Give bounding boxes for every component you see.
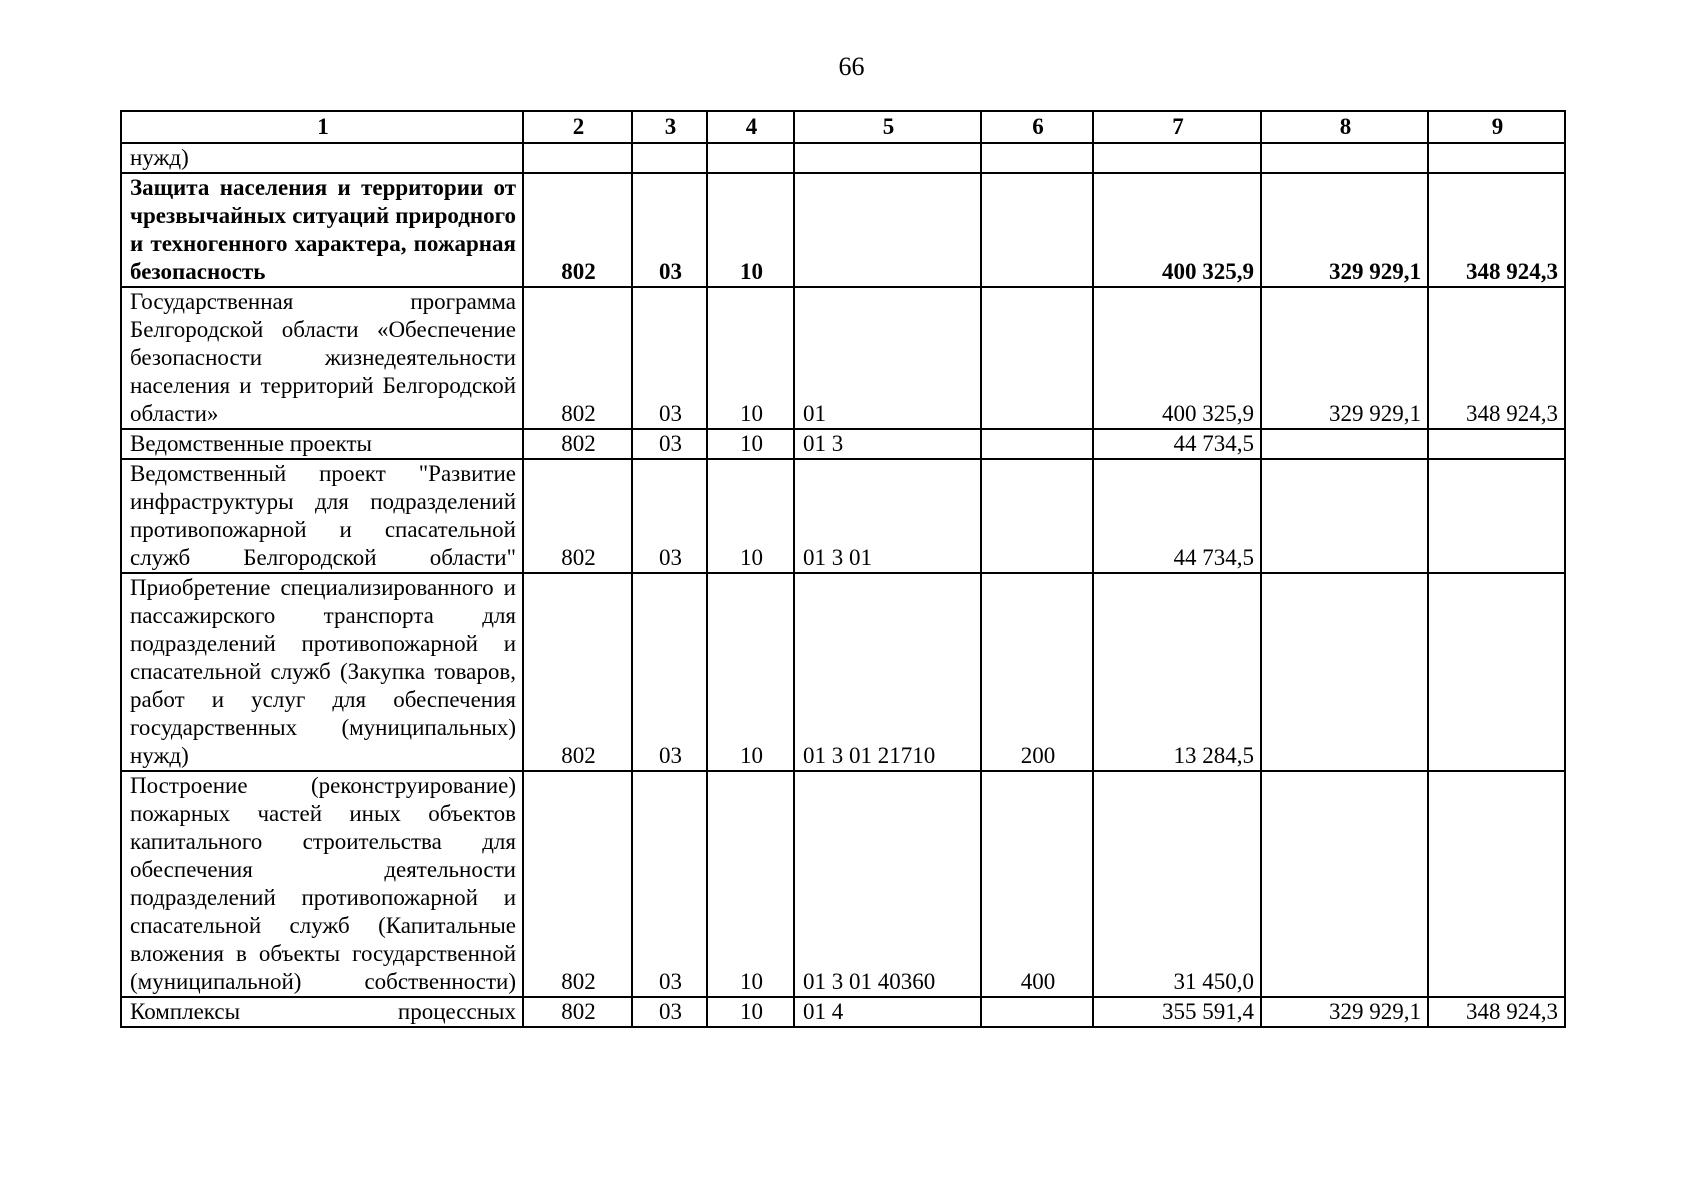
row-code-5-cell: 01	[794, 287, 981, 429]
row-code-3-cell: 03	[632, 173, 707, 287]
row-code-3-cell: 03	[632, 573, 707, 771]
row-code-6-cell	[981, 429, 1093, 459]
row-amount-9-cell	[1428, 429, 1565, 459]
row-code-5-cell	[794, 173, 981, 287]
budget-table	[120, 110, 1566, 1028]
row-amount-8-cell: 329 929,1	[1261, 997, 1428, 1027]
row-code-3-cell: 03	[632, 997, 707, 1027]
row-amount-9-cell: 348 924,3	[1428, 173, 1565, 287]
row-name-cell: Комплексы процессных	[121, 997, 523, 1027]
row-amount-7-cell: 31 450,0	[1093, 771, 1261, 997]
table-row	[121, 143, 1565, 173]
row-amount-7-cell: 44 734,5	[1093, 429, 1261, 459]
row-code-4-cell: 10	[707, 997, 794, 1027]
row-amount-7-cell: 355 591,4	[1093, 997, 1261, 1027]
table-row	[121, 287, 1565, 429]
row-code-5-cell: 01 4	[794, 997, 981, 1027]
header-row	[121, 111, 1565, 143]
row-code-4-cell: 10	[707, 173, 794, 287]
row-code-3-cell: 03	[632, 287, 707, 429]
row-amount-7-cell: 44 734,5	[1093, 459, 1261, 573]
table-body	[121, 143, 1565, 1027]
row-code-6-cell	[981, 459, 1093, 573]
row-amount-8-cell	[1261, 573, 1428, 771]
row-amount-9-cell	[1428, 573, 1565, 771]
row-code-2-cell: 802	[523, 429, 632, 459]
row-code-2-cell: 802	[523, 459, 632, 573]
row-code-4-cell: 10	[707, 459, 794, 573]
row-code-2-cell: 802	[523, 287, 632, 429]
row-code-3-cell: 03	[632, 429, 707, 459]
row-amount-9-cell	[1428, 143, 1565, 173]
row-code-5-cell	[794, 143, 981, 173]
row-name-cell: Ведомственные проекты	[121, 429, 523, 459]
row-code-2-cell: 802	[523, 771, 632, 997]
row-code-5-cell: 01 3 01	[794, 459, 981, 573]
row-name-cell: Приобретение специализированного и пассажирского транспорта для подразделений противопожарной и спасательной служб (Закупка товаров, работ и услуг для обеспечения государственных (муниципальных) нужд)	[121, 573, 523, 771]
row-amount-7-cell: 13 284,5	[1093, 573, 1261, 771]
table-row	[121, 771, 1565, 997]
row-code-6-cell	[981, 997, 1093, 1027]
row-amount-7-cell	[1093, 143, 1261, 173]
header-cell: 3	[632, 111, 707, 143]
header-cell: 6	[981, 111, 1093, 143]
header-cell: 9	[1428, 111, 1565, 143]
row-code-2-cell: 802	[523, 573, 632, 771]
row-code-6-cell: 200	[981, 573, 1093, 771]
row-code-5-cell: 01 3 01 21710	[794, 573, 981, 771]
table-row	[121, 173, 1565, 287]
row-code-6-cell	[981, 173, 1093, 287]
page-number: 66	[838, 52, 865, 81]
row-code-3-cell	[632, 143, 707, 173]
row-code-5-cell: 01 3 01 40360	[794, 771, 981, 997]
header-cell: 4	[707, 111, 794, 143]
row-code-4-cell: 10	[707, 771, 794, 997]
header-cell: 8	[1261, 111, 1428, 143]
header-cell: 5	[794, 111, 981, 143]
header-cell: 7	[1093, 111, 1261, 143]
table-row	[121, 429, 1565, 459]
row-code-4-cell	[707, 143, 794, 173]
row-name-cell: нужд)	[121, 143, 523, 173]
row-code-6-cell	[981, 287, 1093, 429]
row-name-cell: Государственная программа Белгородской области «Обеспечение безопасности жизнедеятельности населения и территорий Белгородской области»	[121, 287, 523, 429]
row-code-5-cell: 01 3	[794, 429, 981, 459]
row-amount-9-cell: 348 924,3	[1428, 287, 1565, 429]
row-amount-9-cell: 348 924,3	[1428, 997, 1565, 1027]
row-amount-8-cell	[1261, 459, 1428, 573]
row-code-6-cell: 400	[981, 771, 1093, 997]
row-name-cell: Ведомственный проект "Развитие инфраструктуры для подразделений противопожарной и спасательной служб Белгородской области"	[121, 459, 523, 573]
row-code-2-cell	[523, 143, 632, 173]
row-name-cell: Построение (реконструирование) пожарных частей иных объектов капитального строительства для обеспечения деятельности подразделений противопожарной и спасательной служб (Капитальные вложения в объекты государственной (муниципальной) собственности)	[121, 771, 523, 997]
row-code-4-cell: 10	[707, 429, 794, 459]
row-code-2-cell: 802	[523, 997, 632, 1027]
row-amount-7-cell: 400 325,9	[1093, 173, 1261, 287]
row-amount-9-cell	[1428, 459, 1565, 573]
row-code-3-cell: 03	[632, 771, 707, 997]
row-name-cell: Защита населения и территории от чрезвычайных ситуаций природного и техногенного характера, пожарная безопасность	[121, 173, 523, 287]
row-code-6-cell	[981, 143, 1093, 173]
header-cell: 2	[523, 111, 632, 143]
header-cell: 1	[121, 111, 523, 143]
row-amount-8-cell	[1261, 429, 1428, 459]
row-amount-8-cell	[1261, 143, 1428, 173]
row-code-4-cell: 10	[707, 287, 794, 429]
table-row	[121, 573, 1565, 771]
row-code-3-cell: 03	[632, 459, 707, 573]
table-row	[121, 459, 1565, 573]
table-row	[121, 997, 1565, 1027]
row-amount-8-cell: 329 929,1	[1261, 287, 1428, 429]
row-code-2-cell: 802	[523, 173, 632, 287]
row-amount-7-cell: 400 325,9	[1093, 287, 1261, 429]
row-code-4-cell: 10	[707, 573, 794, 771]
row-amount-8-cell	[1261, 771, 1428, 997]
row-amount-8-cell: 329 929,1	[1261, 173, 1428, 287]
row-amount-9-cell	[1428, 771, 1565, 997]
